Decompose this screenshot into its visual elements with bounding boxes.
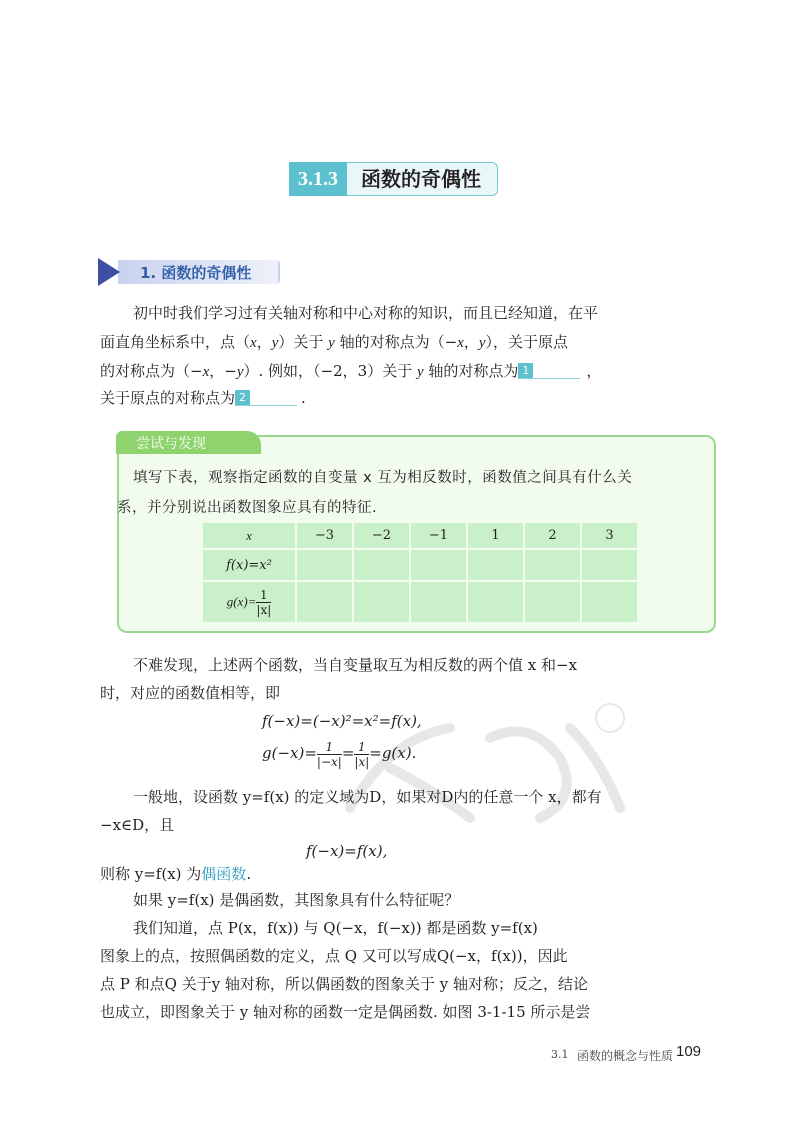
table-cell[interactable] [467, 581, 524, 623]
table-cell[interactable] [296, 581, 353, 623]
banner-arrow-icon [98, 258, 120, 286]
body-p2b: −x∈D，且 [100, 816, 175, 834]
body-p4: 如果 y=f(x) 是偶函数，其图象具有什么特征呢？ [133, 891, 460, 909]
table-row [202, 581, 638, 623]
row-label-g: g(x)= $\frac{1}{|x|}$ [202, 581, 296, 623]
body-p5a: 我们知道，点 P(x，f(x)) 与 Q(−x，f(−x)) 都是函数 y=f(x) [133, 919, 538, 937]
body-p5b: 图象上的点，按照偶函数的定义，点 Q 又可以写成Q(−x，f(x))，因此 [100, 947, 568, 965]
try-line-1: 填写下表，观察指定函数的自变量 x 互为相反数时，函数值之间具有什么关 [133, 470, 633, 486]
header-cell: −2 [353, 522, 410, 549]
table-cell[interactable] [581, 581, 638, 623]
value-table [201, 521, 639, 624]
header-cell: −3 [296, 522, 353, 549]
subsection-banner [98, 258, 283, 286]
equation-1: f(−x)=(−x)²=x²=f(x), [262, 712, 422, 730]
table-cell[interactable] [353, 549, 410, 581]
table-cell[interactable] [581, 549, 638, 581]
body-p3: 则称 y=f(x) 为偶函数. [100, 865, 252, 883]
table-row [202, 549, 638, 581]
body-p2a: 一般地，设函数 y=f(x) 的定义域为D，如果对D内的任意一个 x，都有 [133, 788, 602, 806]
equation-2: g(−x)= $\frac{1}{|-x|}$ = $\frac{1}{|x|}$ =g(x). [262, 739, 417, 769]
try-discover-text [117, 463, 703, 523]
equation-3: f(−x)=f(x), [306, 842, 388, 860]
section-number: 3.1.3 [289, 162, 347, 196]
table-cell[interactable] [524, 549, 581, 581]
header-cell: 2 [524, 522, 581, 549]
subsection-label: 1. 函数的奇偶性 [140, 264, 252, 282]
body-p5c: 点 P 和点Q 关于y 轴对称，所以偶函数的图象关于 y 轴对称；反之，结论 [100, 975, 588, 993]
intro-line-2: 面直角坐标系中，点（x，y）关于 y 轴的对称点为（−x，y），关于原点 [100, 333, 569, 351]
section-title [289, 162, 498, 196]
table-cell[interactable] [353, 581, 410, 623]
footer-title: 函数的概念与性质 [577, 1049, 674, 1063]
table-cell[interactable] [296, 549, 353, 581]
header-cell: 1 [467, 522, 524, 549]
header-cell: 3 [581, 522, 638, 549]
try-discover-tab [116, 431, 261, 454]
term-even-function: 偶函数 [201, 865, 247, 883]
blank-badge-2: 2 [235, 390, 250, 405]
answer-blank-2[interactable] [235, 388, 297, 406]
table-cell[interactable] [410, 581, 467, 623]
try-discover-label: 尝试与发现 [136, 436, 206, 452]
intro-line-3: 的对称点为（−x，−y）. 例如，（−2，3）关于 y 轴的对称点为 1 ， [100, 362, 602, 380]
header-cell: −1 [410, 522, 467, 549]
header-var: x [202, 522, 296, 549]
body-p1a: 不难发现，上述两个函数，当自变量取互为相反数的两个值 x 和−x [133, 656, 578, 674]
blank-badge-1: 1 [518, 363, 533, 378]
try-line-2: 系，并分别说出函数图象应具有的特征. [117, 500, 378, 516]
table-cell[interactable] [524, 581, 581, 623]
table-cell[interactable] [410, 549, 467, 581]
body-p1b: 时，对应的函数值相等，即 [100, 684, 281, 702]
footer-section: 3.1 [551, 1048, 569, 1061]
section-name: 函数的奇偶性 [347, 162, 498, 196]
intro-line-4: 关于原点的对称点为 2 . [100, 389, 306, 407]
intro-line-1: 初中时我们学习过有关轴对称和中心对称的知识，而且已经知道，在平 [133, 304, 599, 322]
body-p5d: 也成立，即图象关于 y 轴对称的函数一定是偶函数. 如图 3-1-15 所示是尝 [100, 1003, 591, 1021]
table-header-row [202, 522, 638, 549]
table-cell[interactable] [467, 549, 524, 581]
page-number: 109 [676, 1043, 702, 1060]
row-label-f: f(x)=x² [202, 549, 296, 581]
answer-blank-1[interactable] [518, 361, 580, 379]
